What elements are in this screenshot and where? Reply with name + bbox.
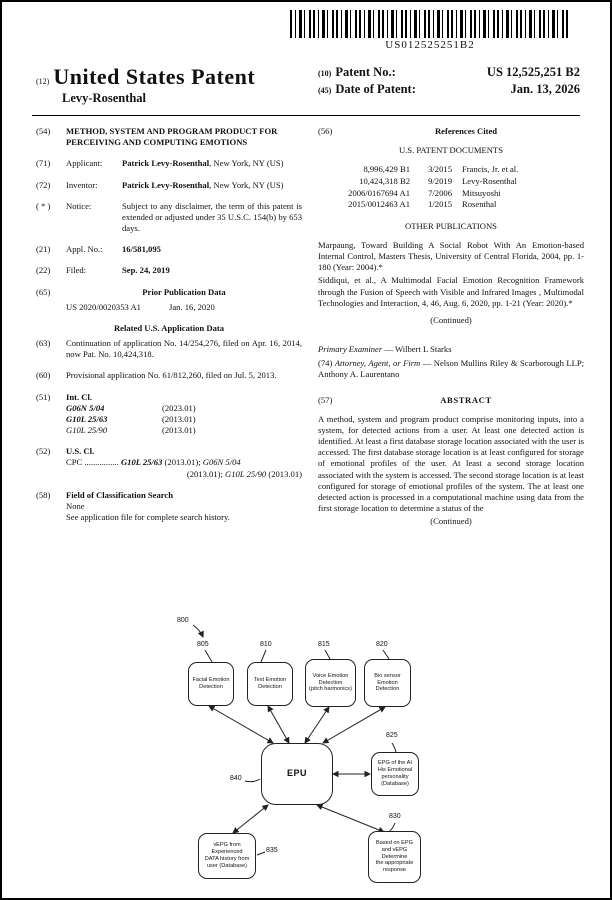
publication-entry: Siddiqui, et al., A Multimodal Facial Emotion Recognition Framework through the Fusion of Speech with Visible and Infrared Images , Multimodal Technologies and Interaction, 4, 46, Aug. 6, 2020, pp. 1-21 (Year: 2020).* [318, 275, 584, 308]
barcode-image [290, 10, 570, 38]
section-72-inventor [36, 180, 302, 191]
applicant-address: , New York, NY (US) [209, 158, 284, 169]
attorney-line [318, 358, 584, 380]
int-cl-heading: Int. Cl. [66, 391, 93, 402]
primary-examiner-value: — Wilbert L Starks [382, 344, 452, 355]
applicant-value [122, 158, 302, 169]
appl-no-value: 16/581,095 [122, 244, 161, 255]
int-cl-row [66, 403, 302, 414]
us-cl-heading: U.S. Cl. [66, 446, 95, 457]
figure-800-diagram [2, 617, 612, 900]
int-cl-year: (2013.01) [162, 425, 196, 436]
continued-note: (Continued) [430, 314, 472, 325]
field-search-note: See application file for complete search history. [66, 512, 230, 523]
cpc-code-1: G10L 25/63 [120, 457, 163, 468]
patent-name: Mitsuyoshi [462, 187, 501, 198]
fig-node-voice-emotion-detection: Voice Emotion Detection (pitch harmonics) [305, 659, 356, 707]
kind-code-12: (12) [36, 77, 50, 86]
fig-ref-830: 830 [389, 813, 401, 820]
barcode-block [290, 10, 570, 51]
cpc-line-2 [66, 469, 302, 480]
kind-code-10: (10) [318, 69, 332, 78]
patent-name: Rosenthal [462, 199, 497, 210]
section-number: ( * ) [36, 200, 51, 211]
section-number: (57) [318, 394, 333, 405]
patent-date: 7/2006 [428, 187, 452, 198]
fig-node-facial-emotion-detection: Facial Emotion Detection [188, 662, 234, 706]
cpc-code-3: G10L 25/90 [225, 468, 267, 479]
section-notice [36, 201, 302, 235]
header-right [318, 64, 580, 106]
cpc-dots: ................ [84, 457, 119, 468]
provisional-text: Provisional application No. 61/812,260, filed on Jul. 5, 2013. [66, 370, 277, 381]
fig-ref-820: 820 [376, 641, 388, 648]
table-row [318, 188, 584, 200]
section-58-field-of-search [36, 490, 302, 524]
prior-publication-heading: Prior Publication Data [142, 286, 226, 297]
fig-ref-800: 800 [177, 617, 189, 624]
patent-number: 2015/0012463 A1 [348, 199, 410, 210]
fig-ref-815: 815 [318, 641, 330, 648]
int-cl-year: (2023.01) [162, 402, 196, 413]
section-number: (22) [36, 265, 51, 276]
fig-ref-825: 825 [386, 732, 398, 739]
patent-name: Francis, Jr. et al. [462, 164, 519, 175]
abstract-heading: ABSTRACT [440, 394, 492, 405]
section-65-prior-publication [36, 287, 302, 298]
inventor-surname: Levy-Rosenthal [62, 91, 147, 105]
fig-ref-810: 810 [260, 641, 272, 648]
fig-node-determine-response: Based on EPG and vEPG Determine the appropriate response [368, 831, 421, 883]
header [36, 64, 580, 106]
date-of-patent-value: Jan. 13, 2026 [510, 81, 580, 96]
attorney-value: — Nelson Mullins Riley & Scarborough LLP; Anthony A. Laurentano [318, 358, 585, 380]
left-column [36, 126, 302, 538]
header-left [36, 64, 255, 106]
field-search-none: None [66, 500, 85, 511]
section-number: (74) [318, 358, 333, 369]
cpc-sep: (2013.01); [186, 468, 226, 479]
us-patent-table [318, 164, 584, 210]
barcode-text: US012525251B2 [385, 39, 475, 51]
applicant-name: Patrick Levy-Rosenthal [122, 158, 210, 169]
notice-label: Notice: [66, 200, 92, 211]
publication-number: US 2020/0020353 A1 [66, 301, 141, 312]
section-number: (60) [36, 370, 51, 381]
prior-publication-entry [36, 302, 302, 313]
cpc-year: (2013.01) [266, 468, 302, 479]
section-number: (54) [36, 126, 51, 136]
patent-name: Levy-Rosenthal [462, 175, 517, 186]
attorney-label: Attorney, Agent, or Firm [334, 358, 421, 369]
patent-date: 3/2015 [428, 164, 452, 175]
inventor-value [122, 180, 302, 191]
int-cl-row [66, 414, 302, 425]
primary-examiner-label: Primary Examiner [318, 344, 383, 355]
cpc-code-2: G06N 5/04 [202, 457, 241, 468]
patent-number: 8,996,429 B1 [363, 164, 410, 175]
patent-no-label: Patent No.: [335, 65, 396, 79]
fig-node-text-emotion-detection: Text Emotion Detection [247, 662, 293, 706]
section-number: (58) [36, 489, 51, 500]
cpc-sep: (2013.01); [162, 457, 203, 468]
notice-text: Subject to any disclaimer, the term of this patent is extended or adjusted under 35 U.S.C. 154(b) by 653 days. [122, 200, 302, 234]
related-application-heading: Related U.S. Application Data [113, 322, 225, 333]
table-row [318, 199, 584, 211]
bibliographic-columns [36, 126, 584, 538]
references-cited-heading: References Cited [434, 126, 498, 136]
other-publications-heading: OTHER PUBLICATIONS [405, 220, 497, 231]
int-cl-year: (2013.01) [162, 413, 196, 424]
section-63-continuation [36, 338, 302, 360]
section-number: (65) [36, 286, 51, 297]
section-21-appl-no [36, 244, 302, 255]
inventor-name: Patrick Levy-Rosenthal [122, 179, 210, 190]
publication-date: Jan. 16, 2020 [168, 301, 215, 312]
applicant-label: Applicant: [66, 158, 103, 169]
header-divider [32, 115, 580, 116]
fig-ref-835: 835 [266, 847, 278, 854]
field-search-heading: Field of Classification Search [66, 489, 174, 500]
section-number: (71) [36, 158, 51, 169]
table-row [318, 164, 584, 176]
int-cl-code: G06N 5/04 [66, 402, 105, 413]
abstract-text: A method, system and program product comprise monitoring inputs, into a system, for detected actions from a user. At least one detected action is identified. At least a first database storage location associated with the user is accessed. The first database storage location is at least configured for storage of emotional profiles of the user. At least a second storage location associated with the system is accessed. The second storage location is at least configured for storage of emotional profiles of the system. The at least one detected action is processed in a computational machine using data from the first storage location to determine a status of the [318, 413, 584, 514]
cpc-label: CPC [66, 457, 83, 468]
fig-node-bio-sensor-emotion-detection: Bio sensor Emotion Detection [364, 659, 411, 707]
continued-note: (Continued) [430, 516, 472, 527]
patent-date: 9/2019 [428, 175, 452, 186]
kind-code-45: (45) [318, 85, 332, 95]
section-71-applicant [36, 158, 302, 169]
section-number: (51) [36, 391, 51, 402]
fig-node-epg-database: EPG of the AI His Emotional personality (Database) [371, 752, 419, 796]
int-cl-row [66, 425, 302, 436]
page-title: United States Patent [53, 64, 256, 89]
int-cl-code: G10L 25/63 [66, 413, 108, 424]
right-column [318, 126, 584, 538]
inventor-address: , New York, NY (US) [209, 179, 284, 190]
inventor-label: Inventor: [66, 179, 98, 190]
fig-ref-805: 805 [197, 641, 209, 648]
invention-title: METHOD, SYSTEM AND PROGRAM PRODUCT FOR PERCEIVING AND COMPUTING EMOTIONS [66, 126, 278, 148]
section-54-title [36, 126, 302, 148]
section-57-abstract [318, 395, 584, 406]
cpc-line [66, 457, 302, 468]
filed-value: Sep. 24, 2019 [122, 265, 170, 276]
section-56-references [318, 126, 584, 137]
section-22-filed [36, 265, 302, 276]
table-row [318, 176, 584, 188]
publication-entry: Marpaung, Toward Building A Social Robot With An Emotion-based Internal Control, Masters Thesis, University of Central Florida, 2004, pp. 1-180 (Year: 2004).* [318, 239, 584, 273]
patent-number: 2006/0167694 A1 [348, 187, 410, 198]
int-cl-code: G10L 25/90 [66, 425, 108, 436]
fig-node-epu: EPU [261, 743, 333, 805]
patent-number: 10,424,318 B2 [359, 175, 410, 186]
continuation-text: Continuation of application No. 14/254,276, filed on Apr. 16, 2014, now Pat. No. 10,424,318. [66, 338, 302, 360]
section-number: (63) [36, 338, 51, 349]
section-60-provisional [36, 370, 302, 381]
date-of-patent-label: Date of Patent: [335, 81, 416, 96]
section-number: (72) [36, 179, 51, 190]
patent-date: 1/2015 [428, 199, 452, 210]
section-number: (52) [36, 446, 51, 457]
section-number: (21) [36, 244, 51, 255]
fig-ref-840: 840 [230, 775, 242, 782]
fig-node-vepg-database: vEPG from Experienced DATA history from user (Database) [198, 833, 256, 879]
section-number: (56) [318, 126, 333, 136]
section-51-int-cl [36, 392, 302, 437]
us-patent-documents-heading: U.S. PATENT DOCUMENTS [398, 145, 504, 156]
appl-no-label: Appl. No.: [66, 244, 103, 255]
primary-examiner-line [318, 344, 584, 355]
section-52-us-cl [36, 446, 302, 480]
filed-label: Filed: [66, 265, 87, 276]
patent-no-value: US 12,525,251 B2 [486, 65, 580, 79]
